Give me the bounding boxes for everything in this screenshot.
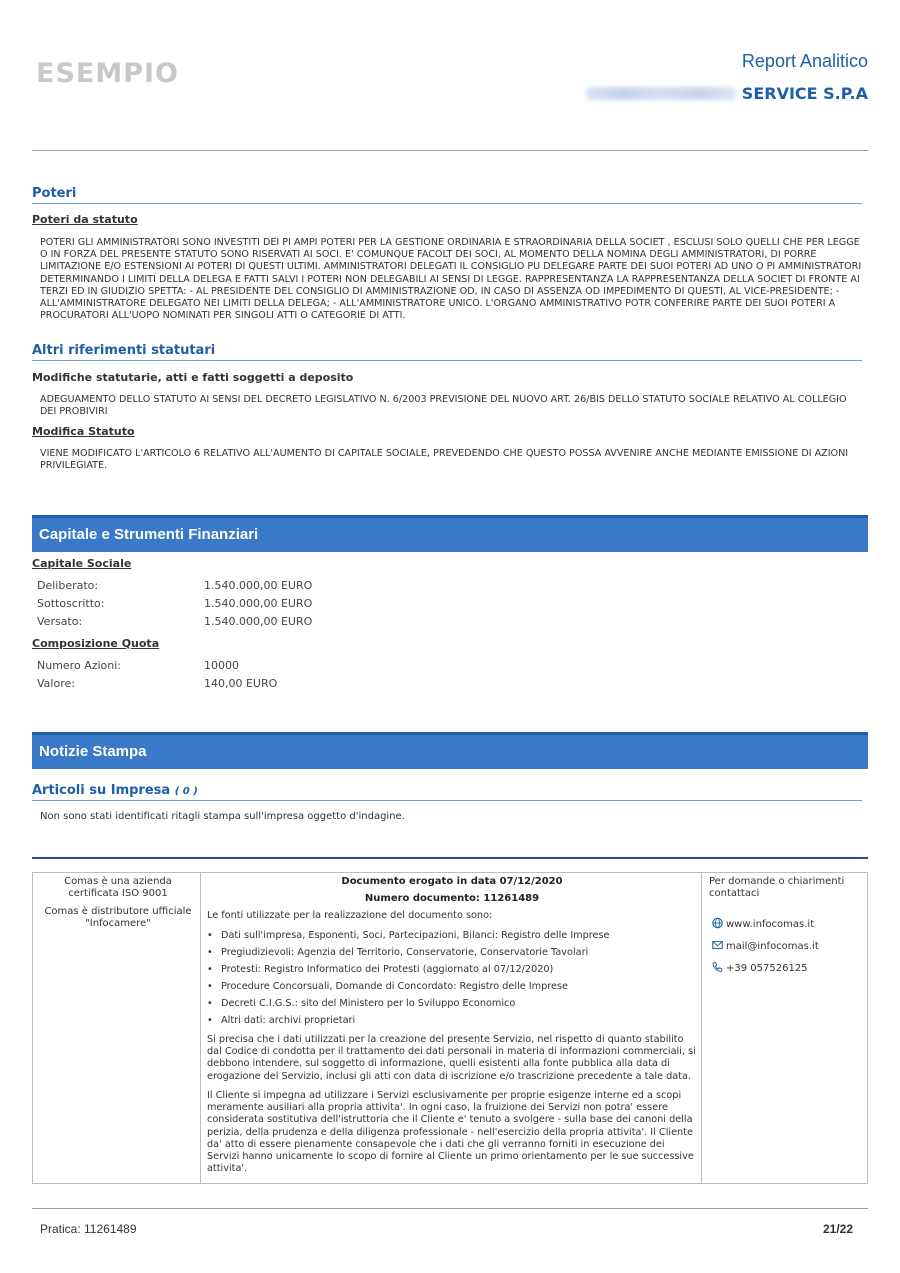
poteri-text: POTERI GLI AMMINISTRATORI SONO INVESTITI DEI PI AMPI POTERI PER LA GESTIONE ORDINARIA E STRAORDINARIA DELLA SOCIET , ESCLUSI SOLO QUELLI CHE PER LEGGE O IN FORZA DEL PRESENTE STATUTO SONO RISERVATI AI SOCI. E' COMUNQUE FACOLT DEI SOCI, AL MOMENTO DELLA NOMINA DEGLI AMMINISTRATORI, DI PORRE LIMITAZIONE E/O ESTENSIONI AI POTERI DI QUESTI ULTIMI. AMMINISTRATORI DELEGATI IL CONSIGLIO PU DELEGARE PARTE DEI SUOI POTERI AD UNO O PI AMMINISTRATORI DETERMINANDO I LIMITI DELLA DELEGA E FATTI SALVI I POTERI NON DELEGABILI AI SENSI DI LEGGE. RAPPRESENTANZA LA RAPPRESENTANZA DELLA SOCIET DI FRONTE AI TERZI ED IN GIUDIZIO SPETTA: - AL PRESIDENTE DEL CONSIGLIO DI AMMINISTRAZIONE OD, IN CASO DI ASSENZA OD IMPEDIMENTO DI QUESTI, AL VICE-PRESIDENTE; - ALL'AMMINISTRATORE DELEGATO NEI LIMITI DELLA DELEGA; - ALL'AMMINISTRATORE UNICO. L'ORGANO AMMINISTRATIVO POTR CONFERIRE PARTE DEI SUOI POTERI A PROCURATORI ALL'UOPO NOMINATI PER SINGOLI ATTI O CATEGORIE DI ATTI. (40, 237, 862, 322)
list-item: • Protesti: Registro Informatico dei Protesti (aggiornato al 07/12/2020) (207, 964, 699, 981)
page-number: 21/22 (822, 1222, 853, 1236)
kv-label: Sottoscritto: (37, 597, 105, 610)
usage-terms-paragraph: Il Cliente si impegna ad utilizzare i Servizi esclusivamente per proprie esigenze interne ed a scopi meramente ausiliari alla propria attivita'. In ogni caso, la fruizione dei Servizi non potra' essere considerata sostitutiva dell'istruttoria che il Cliente e' tenuto a svolgere - sulla base dei canoni della perizia, della prudenza e della diligenza professionale - nell'esercizio della propria attivita'. Il Cliente da' atto di essere pienamente consapevole che i dati che gli verranno forniti in esecuzione dei Servizi hanno unicamente lo scopo di fornire al Cliente un primo orientamento per le sue successive attivita'. (207, 1090, 694, 1175)
globe-icon (711, 917, 724, 929)
band-notizie-title: Notizie Stampa (39, 743, 147, 760)
iso-certification-text: Comas è una azienda certificata ISO 9001 (64, 876, 172, 899)
kv-value: 140,00 EURO (204, 677, 278, 690)
page-footer-divider (32, 1208, 868, 1209)
list-item: • Dati sull'impresa, Esponenti, Soci, Partecipazioni, Bilanci: Registro delle Imprese (207, 930, 699, 947)
footer-divider (32, 857, 868, 859)
modifiche-text: ADEGUAMENTO DELLO STATUTO AI SENSI DEL DECRETO LEGISLATIVO N. 6/2003 PREVISIONE DEL NUOVO ART. 26/BIS DELLO STATUTO SOCIALE RELATIVO AL COLLEGIO DEI PROBIVIRI (40, 394, 847, 418)
header-divider (32, 150, 868, 151)
footer-column-divider (200, 872, 201, 1184)
redacted-company-name (586, 87, 736, 100)
articoli-title: Articoli su Impresa (32, 783, 171, 798)
contact-email[interactable] (711, 939, 819, 952)
document-number: Numero documento: 11261489 (364, 893, 540, 904)
contact-website[interactable] (711, 917, 814, 930)
mail-icon (711, 939, 724, 951)
website-text[interactable]: www.infocomas.it (726, 919, 815, 930)
fonti-list (207, 930, 699, 1032)
report-title: Report Analitico (741, 51, 868, 71)
notizie-text: Non sono stati identificati ritagli stampa sull'impresa oggetto d'indagine. (40, 811, 405, 822)
list-item: • Altri dati: archivi proprietari (207, 1015, 699, 1032)
subtitle-poteri-statuto: Poteri da statuto (32, 213, 138, 226)
email-text[interactable]: mail@infocomas.it (726, 941, 819, 952)
company-suffix: SERVICE S.P.A (741, 84, 868, 103)
phone-text[interactable]: +39 057526125 (726, 963, 808, 974)
band-capitale (32, 515, 868, 552)
subtitle-composizione-quota: Composizione Quota (32, 637, 160, 650)
kv-label: Deliberato: (37, 579, 99, 592)
watermark: ESEMPIO (36, 58, 179, 89)
footer-column-divider (701, 872, 702, 1184)
subtitle-modifica-statuto: Modifica Statuto (32, 425, 135, 438)
infocamere-distributor-text: Comas è distributore ufficiale "Infocamere" (44, 906, 192, 929)
articoli-count: ( 0 ) (174, 786, 198, 797)
kv-label: Numero Azioni: (37, 659, 122, 672)
list-item: • Procedure Concorsuali, Domande di Concordato: Registro delle Imprese (207, 981, 699, 998)
kv-value: 10000 (204, 659, 239, 672)
data-notice-paragraph: Si precisa che i dati utilizzati per la creazione del presente Servizio, nel rispetto di quanto stabilito dal Codice di condotta per il trattamento dei dati personali in materia di informazioni commerciali, si debbono intendere, sul soggetto di informazione, quelli esistenti alla fonte pubblica alla data di erogazione del Servizio, inclusi gli atti con data di iscrizione e/o trascrizione precedente a tale data. (207, 1034, 696, 1082)
phone-icon (711, 961, 724, 973)
document-date: Documento erogato in data 07/12/2020 (341, 876, 563, 887)
kv-label: Versato: (37, 615, 83, 628)
kv-value: 1.540.000,00 EURO (204, 597, 313, 610)
section-title-articoli (32, 783, 862, 801)
company-name (586, 84, 868, 103)
band-capitale-title: Capitale e Strumenti Finanziari (39, 526, 259, 543)
list-item: • Pregiudizievoli: Agenzia del Territorio, Conservatorie, Conservatorie Tavolari (207, 947, 699, 964)
kv-value: 1.540.000,00 EURO (204, 615, 313, 628)
section-title-altri-riferimenti: Altri riferimenti statutari (32, 343, 862, 361)
pratica-number: Pratica: 11261489 (40, 1222, 137, 1236)
fonti-intro: Le fonti utilizzate per la realizzazione del documento sono: (207, 910, 493, 921)
section-title-poteri: Poteri (32, 186, 862, 204)
kv-value: 1.540.000,00 EURO (204, 579, 313, 592)
contact-phone[interactable] (711, 961, 808, 974)
modifica-statuto-text: VIENE MODIFICATO L'ARTICOLO 6 RELATIVO ALL'AUMENTO DI CAPITALE SOCIALE, PREVEDENDO CHE QUESTO POSSA AVVENIRE ANCHE MEDIANTE EMISSIONE DI AZIONI PRIVILEGIATE. (40, 448, 849, 472)
subtitle-capitale-sociale: Capitale Sociale (32, 557, 132, 570)
contact-title: Per domande o chiarimenti contattaci (709, 876, 845, 899)
list-item: • Decreti C.I.G.S.: sito del Ministero per lo Sviluppo Economico (207, 998, 699, 1015)
band-notizie-stampa (32, 732, 868, 769)
kv-label: Valore: (37, 677, 75, 690)
subtitle-modifiche-statutarie: Modifiche statutarie, atti e fatti soggetti a deposito (32, 371, 354, 384)
